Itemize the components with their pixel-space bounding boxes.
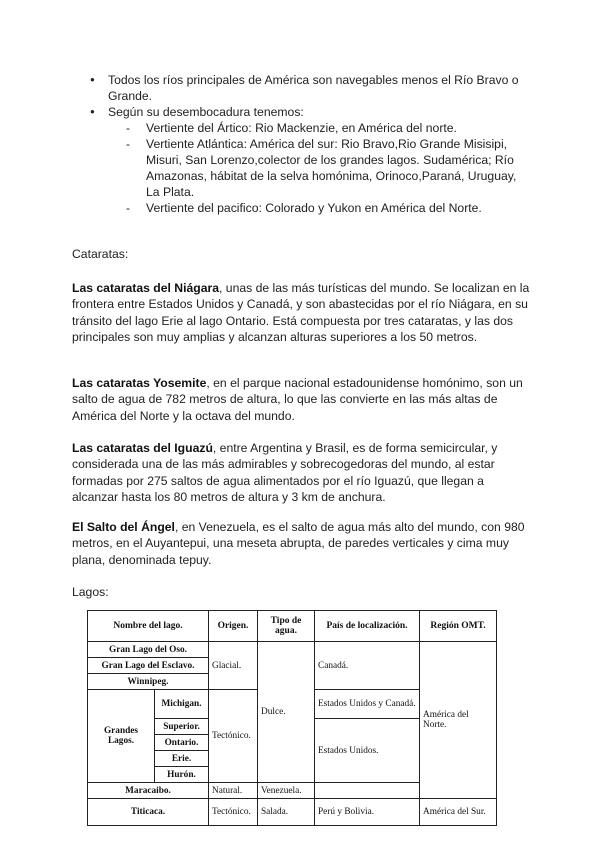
lake-name: Gran Lago del Oso.	[88, 642, 209, 658]
paragraph-body: , unas de las más turísticas del mundo. Se localizan en la frontera entre Estados Unidos y Canadá, y son abastecidas por el río Niágara, en su tránsito del lago Erie al lago Ontario. Está compuesta por tres cataratas, y las dos principales son muy amplias y alcanzan alturas superiores a los 50 metros.	[72, 281, 530, 345]
list-item: ● Según su desembocadura tenemos:	[92, 104, 532, 120]
origin-cell: Glacial.	[209, 642, 258, 690]
header-region: Región OMT.	[420, 611, 497, 642]
list-item: ● Todos los ríos principales de América son navegables menos el Río Bravo o Grande.	[92, 72, 532, 104]
header-origin: Origen.	[209, 611, 258, 642]
origin-cell: Tectónico.	[209, 690, 258, 783]
origin-cell: Tectónico.	[209, 799, 258, 826]
lake-name: Ontario.	[155, 735, 209, 751]
sub-list-item: - Vertiente del Ártico: Rio Mackenzie, en América del norte.	[126, 120, 532, 136]
country-cell: Estados Unidos y Canadá.	[315, 690, 420, 719]
lake-name: Superior.	[155, 719, 209, 735]
region-cell: América del Norte.	[420, 642, 497, 799]
paragraph-yosemite	[72, 375, 532, 424]
paragraph-body: , entre Argentina y Brasil, es de forma semicircular, y considerada una de las más admirables y sobrecogedoras del mundo, al estar formadas por 275 saltos de agua alimentados por el río Iguazú, que llegan a alcanzar hasta los 80 metros de altura y 3 km de anchura.	[72, 441, 498, 505]
paragraph-body: , en el parque nacional estadounidense homónimo, son un salto de agua de 782 metros de altura, lo que las convierte en las más altas de América del Norte y la octava del mundo.	[72, 376, 523, 423]
water-type-cell: Salada.	[258, 799, 315, 826]
paragraph-angel	[72, 519, 532, 568]
sub-list	[126, 120, 532, 216]
paragraph-title: Las cataratas del Iguazú	[72, 441, 213, 455]
country-cell: Perú y Bolivia.	[315, 799, 420, 826]
table-row	[88, 799, 497, 826]
country-cell: Venezuela.	[258, 783, 315, 799]
paragraph-title: Las cataratas Yosemite	[72, 376, 207, 390]
sub-list-item: - Vertiente Atlántica: América del sur: Rio Bravo,Rio Grande Misisipi, Misuri, San Lorenzo,colector de los grandes lagos. Sudamérica; Río Amazonas, hábitat de la selva homónima, Orinoco,Paraná, Uruguay, La Plata.	[126, 136, 532, 200]
lake-name: Michigan.	[155, 690, 209, 719]
rivers-list	[92, 72, 532, 216]
lake-name: Hurón.	[155, 767, 209, 783]
lake-name: Winnipeg.	[88, 674, 209, 690]
paragraph-title: Las cataratas del Niágara	[72, 281, 220, 295]
paragraph-niagara	[72, 280, 532, 346]
cataratas-heading: Cataratas:	[72, 247, 129, 261]
header-name: Nombre del lago.	[88, 611, 209, 642]
lake-name: Titicaca.	[88, 799, 209, 826]
paragraph-iguazu	[72, 440, 532, 506]
sub-list-item: - Vertiente del pacifico: Colorado y Yukon en América del Norte.	[126, 200, 532, 216]
lake-group-name: Grandes Lagos.	[88, 690, 155, 783]
lakes-table	[87, 610, 497, 826]
lake-name: Erie.	[155, 751, 209, 767]
water-type-cell: Dulce.	[258, 642, 315, 783]
paragraph-body: , en Venezuela, es el salto de agua más alto del mundo, con 980 metros, en el Auyantepui, una meseta abrupta, de paredes verticales y cima muy plana, denominada tepuy.	[72, 520, 525, 567]
country-cell: Canadá.	[315, 642, 420, 690]
header-water-type: Tipo de agua.	[258, 611, 315, 642]
table-header-row	[88, 611, 497, 642]
paragraph-title: El Salto del Ángel	[72, 520, 175, 534]
country-cell: Estados Unidos.	[315, 719, 420, 783]
lake-name: Gran Lago del Esclavo.	[88, 658, 209, 674]
lagos-heading: Lagos:	[72, 585, 109, 599]
origin-cell: Natural.	[209, 783, 258, 799]
header-country: País de localización.	[315, 611, 420, 642]
table-row	[88, 642, 497, 658]
lake-name: Maracaibo.	[88, 783, 209, 799]
region-cell: América del Sur.	[420, 799, 497, 826]
